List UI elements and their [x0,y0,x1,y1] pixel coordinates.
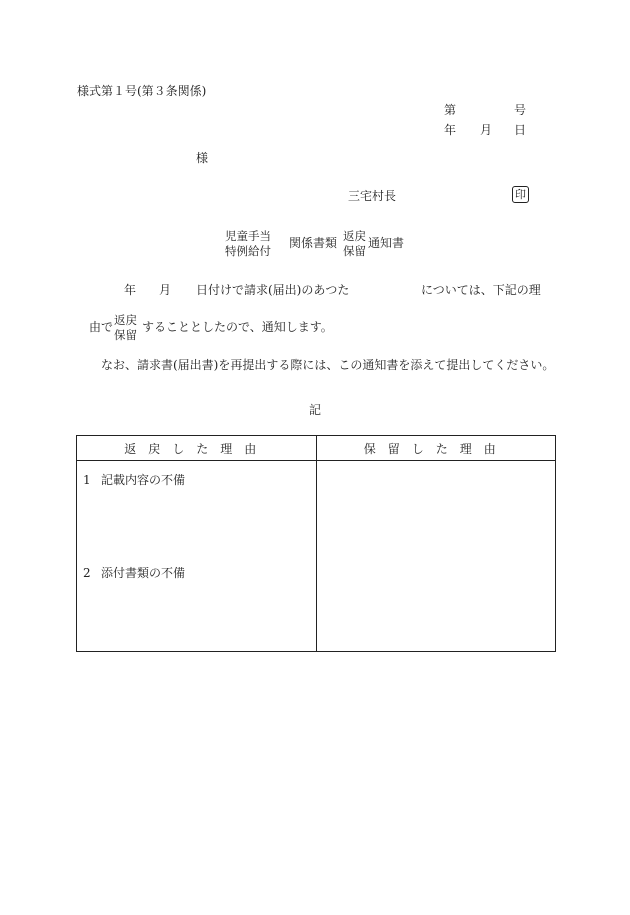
seal-mark: 印 [512,186,529,203]
reasons-table [76,435,556,652]
return-reason-item [83,471,185,488]
go-label: 号 [514,103,527,117]
return-reason-header: 返戻した理由 [77,436,317,461]
body-action-line2: 保留 [114,327,137,342]
item-number: 2 [83,566,91,580]
item-text: 記載内容の不備 [101,473,186,487]
body-decided: することとしたので、通知します。 [142,320,333,334]
title-allowance-line2: 特例給付 [225,243,271,258]
body-year: 年 [124,283,137,297]
return-reason-item [83,564,185,581]
issuer: 三宅村長 [348,189,397,203]
item-text: 添付書類の不備 [101,566,186,580]
title-action-line1: 返戻 [343,229,366,243]
form-number: 様式第１号(第３条関係) [77,84,207,98]
month-label: 月 [480,123,493,137]
body-action [114,313,137,343]
hold-reason-header: 保留した理由 [316,436,556,461]
title-action [343,229,366,259]
title-notice: 通知書 [368,236,405,250]
body-action-line1: 返戻 [114,313,137,327]
year-label: 年 [444,123,457,137]
ki-heading: 記 [309,403,322,417]
resubmit-note: なお、請求書(届出書)を再提出する際には、この通知書を添えて提出してください。 [101,358,555,372]
title-allowance [225,229,271,259]
number-label: 第 [444,103,457,117]
return-reason-cell [77,461,317,652]
body-dated-request: 日付けで請求(届出)のあつた [196,283,350,297]
body-month: 月 [159,283,172,297]
title-action-line2: 保留 [343,243,366,258]
hold-reason-cell [316,461,556,652]
item-number: 1 [83,473,91,487]
title-documents: 関係書類 [289,236,338,250]
body-regarding: については、下記の理 [421,283,541,297]
addressee-suffix: 様 [196,151,209,165]
day-label: 日 [514,123,527,137]
body-reason-prefix: 由で [89,320,114,334]
title-allowance-line1: 児童手当 [225,229,271,243]
